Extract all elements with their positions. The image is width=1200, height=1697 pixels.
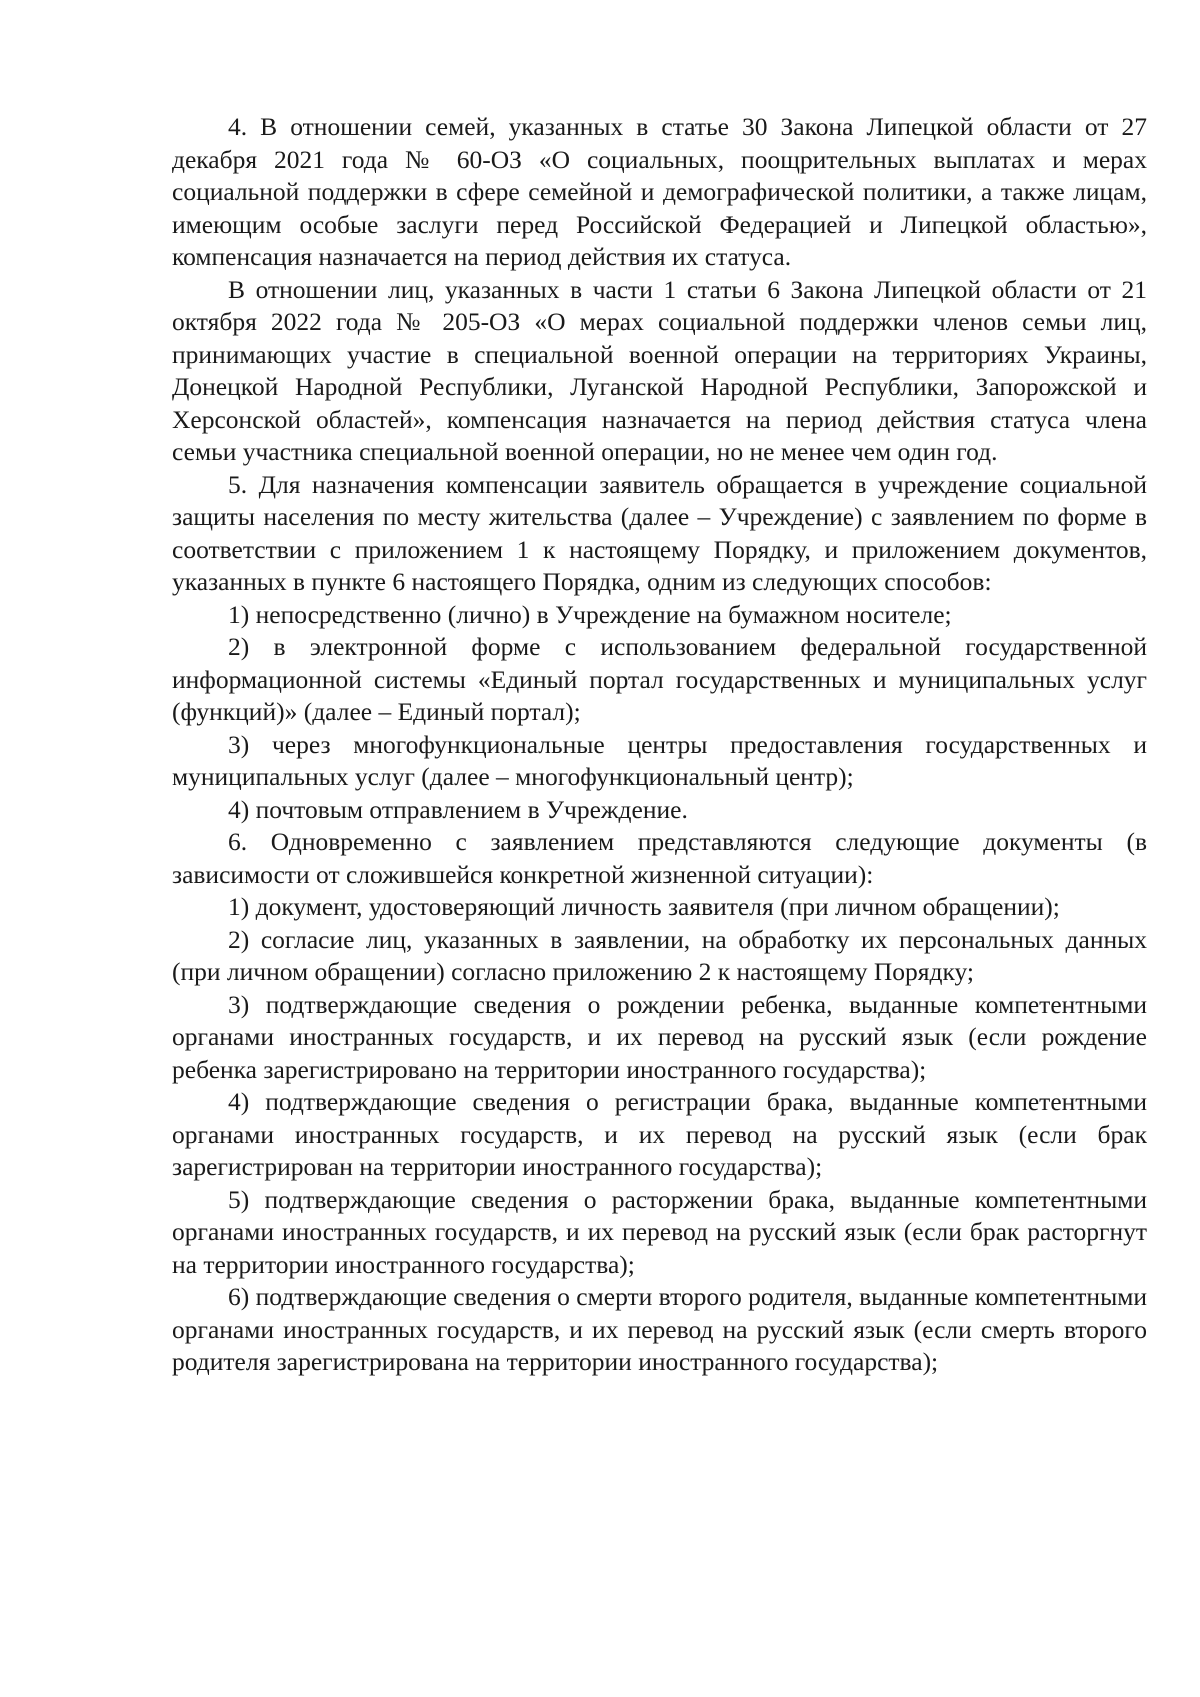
list-item-6-2: 2) согласие лиц, указанных в заявлении, на обработку их персональных данных (при личном обращении) согласно приложению 2 к настоящему Порядку; — [172, 924, 1147, 986]
list-item-6-6: 6) подтверждающие сведения о смерти второго родителя, выданные компетентными органами иностранных государств, и их перевод на русский язык (если смерть второго родителя зарегистрирована на территории иностранного государства); — [172, 1282, 1147, 1376]
list-item-6-4: 4) подтверждающие сведения о регистрации брака, выданные компетентными органами иностранных государств, и их перевод на русский язык (если брак зарегистрирован на территории иностранного государства); — [172, 1087, 1147, 1181]
document-page — [172, 111, 1147, 1379]
list-item-6-3: 3) подтверждающие сведения о рождении ребенка, выданные компетентными органами иностранных государств, и их перевод на русский язык (если рождение ребенка зарегистрировано на территории иностранного государства); — [172, 989, 1147, 1084]
list-item-5-2: 2) в электронной форме с использованием федеральной государственной информационной системы «Единый портал государственных и муниципальных услуг (функций)» (далее – Единый портал); — [172, 632, 1147, 726]
list-item-6-5: 5) подтверждающие сведения о расторжении брака, выданные компетентными органами иностранных государств, и их перевод на русский язык (если брак расторгнут на территории иностранного государства); — [172, 1184, 1147, 1279]
list-item-5-1: 1) непосредственно (лично) в Учреждение на бумажном носителе; — [228, 599, 952, 629]
paragraph-5: 5. Для назначения компенсации заявитель обращается в учреждение социальной защиты населения по месту жительства (далее – Учреждение) с заявлением по форме в соответствии с приложением 1 к настоящему Порядку, и приложением документов, указанных в пункте 6 настоящего Порядка, одним из следующих способов: — [172, 469, 1147, 596]
paragraph-4-second: В отношении лиц, указанных в части 1 статьи 6 Закона Липецкой области от 21 октября 2022 года № 205-ОЗ «О мерах социальной поддержки членов семьи лиц, принимающих участие в специальной военной операции на территориях Украины, Донецкой Народной Республики, Луганской Народной Республики, Запорожской и Херсонской областей», компенсация назначается на период действия статуса члена семьи участника специальной военной операции, но не менее чем один год. — [172, 274, 1147, 466]
list-item-5-4: 4) почтовым отправлением в Учреждение. — [228, 794, 688, 824]
paragraph-4: 4. В отношении семей, указанных в статье 30 Закона Липецкой области от 27 декабря 2021 года № 60-ОЗ «О социальных, поощрительных выплатах и мерах социальной поддержки в сфере семейной и демографической политики, а также лицам, имеющим особые заслуги перед Российской Федерацией и Липецкой областью», компенсация назначается на период действия их статуса. — [172, 112, 1147, 271]
list-item-6-1: 1) документ, удостоверяющий личность заявителя (при личном обращении); — [228, 892, 1060, 921]
paragraph-6: 6. Одновременно с заявлением представляются следующие документы (в зависимости от сложившейся конкретной жизненной ситуации): — [172, 827, 1147, 889]
list-item-5-3: 3) через многофункциональные центры предоставления государственных и муниципальных услуг (далее – многофункциональный центр); — [172, 729, 1147, 791]
